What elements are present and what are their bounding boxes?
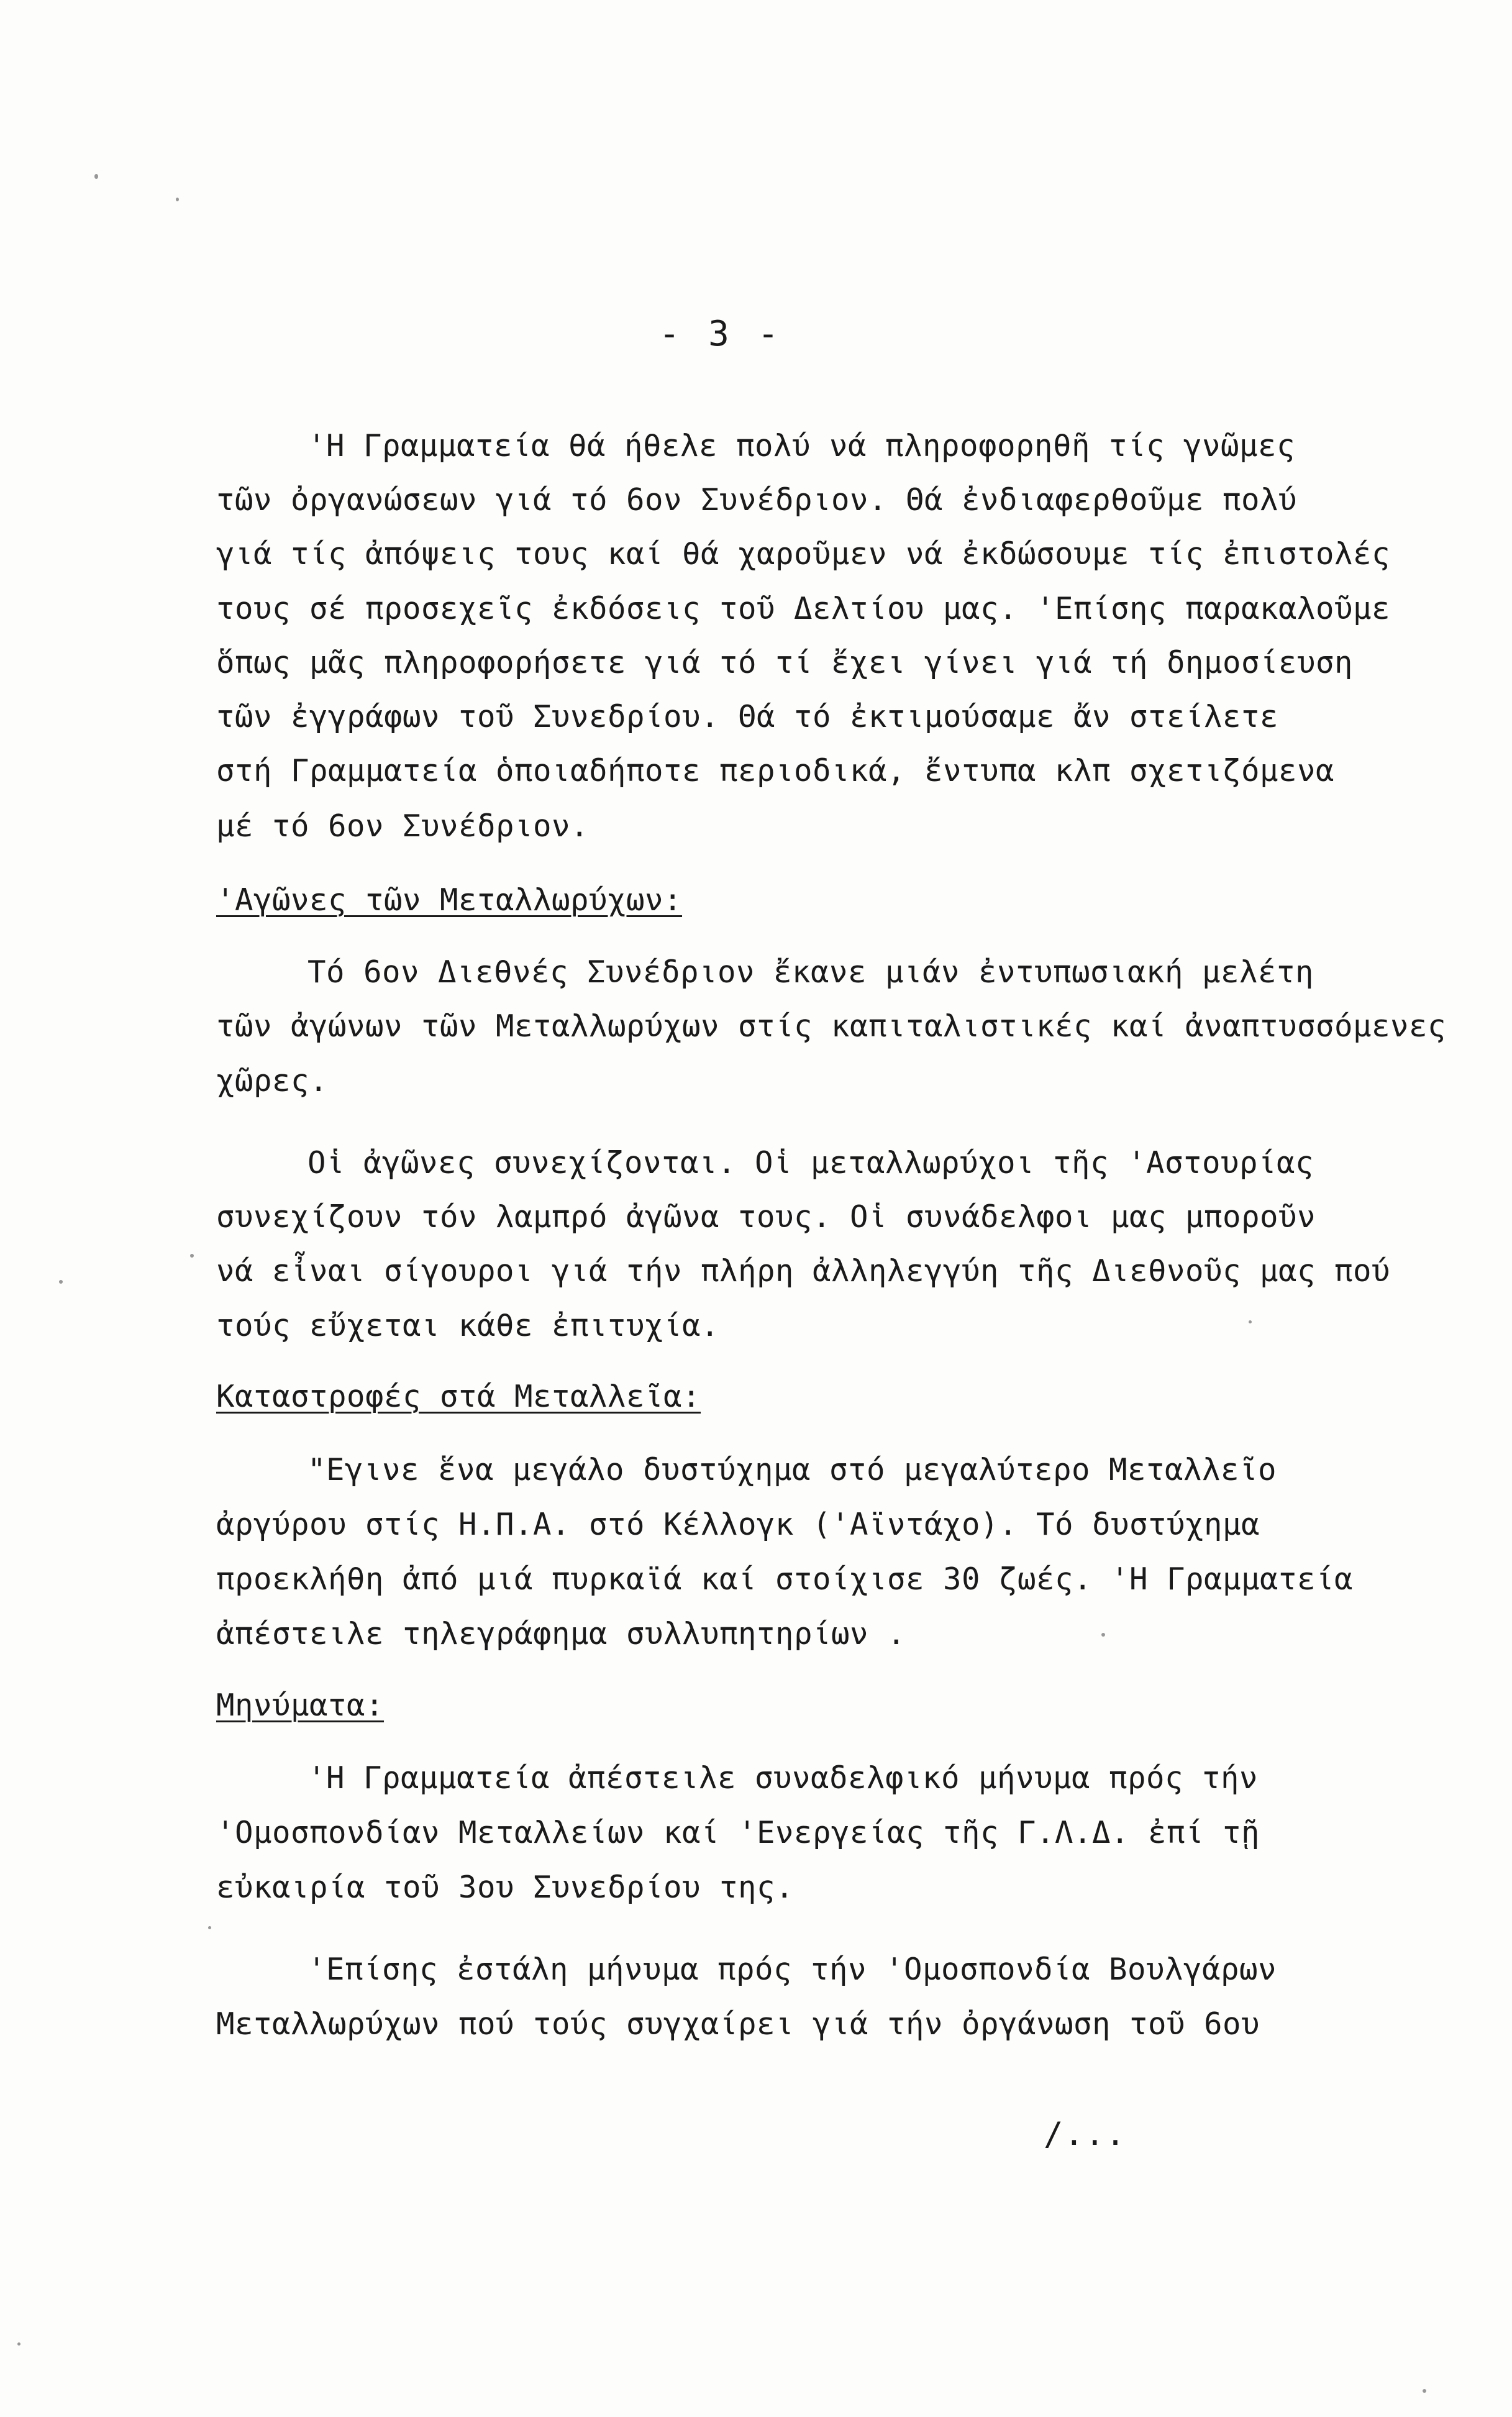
- section-heading-miners-struggles: 'Αγῶνες τῶν Μεταλλωρύχων:: [216, 882, 683, 918]
- scan-speck: [1101, 1633, 1105, 1637]
- text-line: ἀπέστειλε τηλεγράφημα συλλυπητηρίων .: [216, 1616, 906, 1652]
- text-line: χῶρες.: [216, 1063, 329, 1099]
- text-line: μέ τό 6ον Συνέδριον.: [216, 808, 590, 844]
- text-line: τους σέ προσεχεῖς ἐκδόσεις τοῦ Δελτίου μας. 'Επίσης παρακαλοῦμε: [216, 591, 1391, 626]
- section-heading-mine-disasters: Καταστροφές στά Μεταλλεῖα:: [216, 1379, 701, 1414]
- text-line: ὅπως μᾶς πληροφορήσετε γιά τό τί ἔχει γίνει γιά τή δημοσίευση: [216, 645, 1354, 680]
- text-line: Οἱ ἀγῶνες συνεχίζονται. Οἱ μεταλλωρύχοι τῆς 'Αστουρίας: [307, 1145, 1314, 1181]
- section-heading-messages: Μηνύματα:: [216, 1688, 385, 1723]
- text-line: Μεταλλωρύχων πού τούς συγχαίρει γιά τήν ὀργάνωση τοῦ 6ου: [216, 2006, 1260, 2042]
- scan-speck: [59, 1280, 63, 1284]
- scan-speck: [1423, 2389, 1426, 2393]
- scan-speck: [190, 1254, 194, 1258]
- text-line: ἀργύρου στίς Η.Π.Α. στό Κέλλογκ ('Αϊντάχο). Τό δυστύχημα: [216, 1507, 1260, 1542]
- scan-speck: [1249, 1320, 1252, 1323]
- text-line: νά εἶναι σίγουροι γιά τήν πλήρη ἀλληλεγγύη τῆς Διεθνοῦς μας πού: [216, 1253, 1391, 1289]
- continuation-mark: /...: [1044, 2116, 1127, 2153]
- text-line: 'Η Γραμματεία θά ήθελε πολύ νά πληροφορηθῆ τίς γνῶμες: [307, 428, 1296, 464]
- page-number: - 3 -: [658, 314, 783, 354]
- text-line: γιά τίς ἀπόψεις τους καί θά χαροῦμεν νά ἐκδώσουμε τίς ἐπιστολές: [216, 536, 1391, 572]
- text-line: 'Η Γραμματεία ἀπέστειλε συναδελφικό μήνυμα πρός τήν: [307, 1760, 1259, 1796]
- scan-speck: [94, 174, 98, 179]
- scan-speck: [17, 2342, 20, 2346]
- text-line: "Εγινε ἕνα μεγάλο δυστύχημα στό μεγαλύτερο Μεταλλεῖο: [307, 1452, 1277, 1487]
- text-line: Τό 6ον Διεθνές Συνέδριον ἔκανε μιάν ἐντυπωσιακή μελέτη: [307, 954, 1314, 990]
- text-line: 'Ομοσπονδίαν Μεταλλείων καί 'Ενεργείας τῆς Γ.Λ.Δ. ἐπί τῇ: [216, 1815, 1260, 1850]
- text-line: τῶν ἐγγράφων τοῦ Συνεδρίου. Θά τό ἐκτιμούσαμε ἄν στείλετε: [216, 699, 1279, 734]
- scan-speck: [176, 198, 179, 201]
- text-line: προεκλήθη ἀπό μιά πυρκαϊά καί στοίχισε 30 ζωές. 'Η Γραμματεία: [216, 1561, 1354, 1597]
- text-line: τούς εὔχεται κάθε ἐπιτυχία.: [216, 1308, 720, 1343]
- text-line: στή Γραμματεία ὁποιαδήποτε περιοδικά, ἔντυπα κλπ σχετιζόμενα: [216, 753, 1335, 788]
- text-line: 'Επίσης ἐστάλη μήνυμα πρός τήν 'Ομοσπονδία Βουλγάρων: [307, 1952, 1277, 1987]
- text-line: τῶν ὀργανώσεων γιά τό 6ον Συνέδριον. Θά ἐνδιαφερθοῦμε πολύ: [216, 482, 1298, 518]
- text-line: συνεχίζουν τόν λαμπρό ἀγῶνα τους. Οἱ συνάδελφοι μας μποροῦν: [216, 1199, 1316, 1235]
- text-line: εὐκαιρία τοῦ 3ου Συνεδρίου της.: [216, 1870, 795, 1905]
- text-line: τῶν ἀγώνων τῶν Μεταλλωρύχων στίς καπιταλιστικές καί ἀναπτυσσόμενες: [216, 1008, 1447, 1044]
- scan-speck: [208, 1926, 211, 1929]
